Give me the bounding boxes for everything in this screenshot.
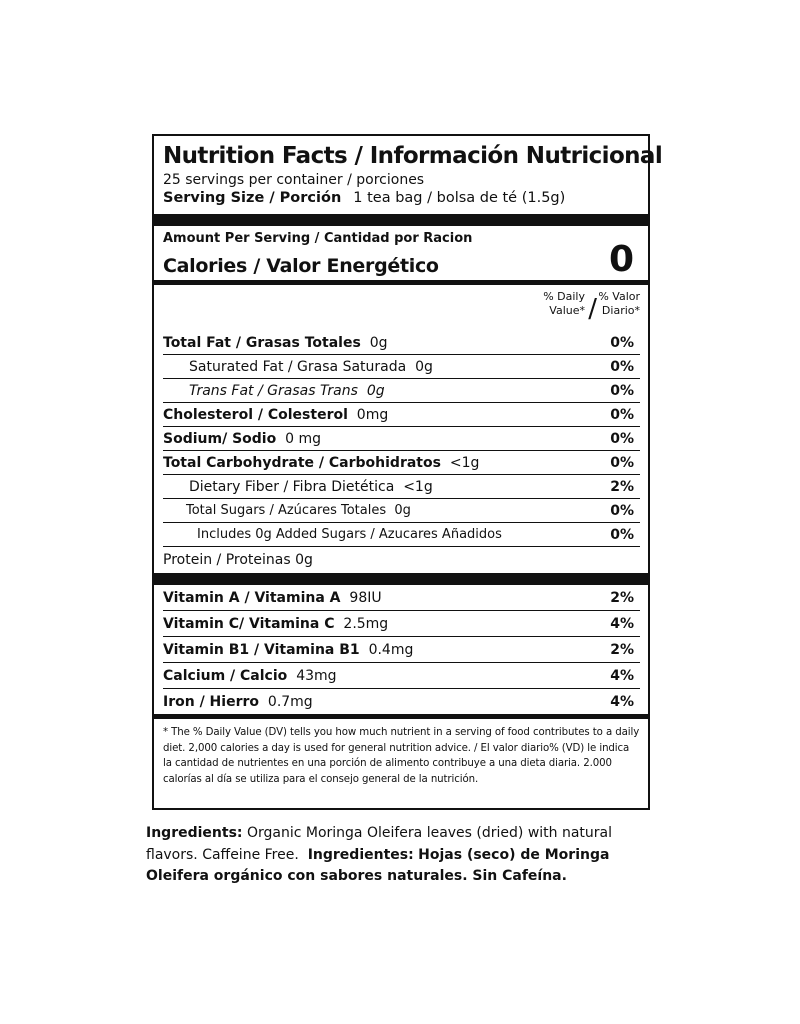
thick-divider: [154, 214, 648, 226]
nutrient-row-sodium: [163, 426, 640, 450]
vitamin-dv: 4%: [610, 693, 634, 710]
nutrient-dv: 0%: [610, 334, 634, 351]
nutrient-name: Dietary Fiber / Fibra Dietética: [189, 478, 395, 495]
vitamin-dv: 2%: [610, 589, 634, 606]
nutrient-amount: 0g: [366, 382, 385, 399]
nutrient-dv: 0%: [610, 526, 634, 543]
nutrient-name: Saturated Fat / Grasa Saturada: [189, 358, 407, 375]
nutrient-dv: 0%: [610, 382, 634, 399]
nutrient-amount: 0g: [295, 552, 313, 569]
serving-size-value: 1 tea bag / bolsa de té (1.5g): [353, 190, 566, 207]
ingredients-text-es: Hojas (seco) de Moringa Oleifera orgánico con sabores naturales. Sin Cafeína.: [146, 846, 610, 885]
ingredients-label-es: Ingredientes:: [307, 846, 414, 863]
amount-per-serving: Amount Per Serving / Cantidad por Racion: [163, 231, 473, 247]
nutrient-row-total-fat: [163, 331, 640, 354]
serving-size-label: Serving Size / Porción: [163, 190, 342, 207]
nutrient-name: Total Fat / Grasas Totales: [163, 334, 361, 351]
vitamin-name: Vitamin C/ Vitamina C: [163, 615, 335, 632]
vitamin-amount: 98IU: [349, 589, 382, 606]
nutrient-dv: 0%: [610, 430, 634, 447]
nutrient-dv: 0%: [610, 406, 634, 423]
daily-value-header-es: % Valor Diario*: [598, 290, 640, 318]
nutrient-dv: 2%: [610, 478, 634, 495]
nutrient-amount: <1g: [449, 454, 480, 471]
vitamin-row: [163, 688, 640, 714]
vitamin-dv: 4%: [610, 667, 634, 684]
nutrient-amount: 0g: [415, 358, 433, 375]
vitamin-name: Calcium / Calcio: [163, 667, 288, 684]
nutrient-amount: <1g: [403, 478, 433, 495]
vitamin-amount: 0.7mg: [267, 693, 313, 710]
ingredients-label-en: Ingredients:: [146, 825, 243, 841]
calories-label: Calories / Valor Energético: [163, 255, 439, 278]
nutrient-name: Cholesterol / Colesterol: [163, 406, 348, 423]
vitamin-dv: 2%: [610, 641, 634, 658]
nutrient-row-dietary-fiber: [163, 474, 640, 498]
nutrient-name: Trans Fat / Grasas Trans: [189, 382, 358, 399]
nutrient-dv: 0%: [610, 358, 634, 375]
vitamin-row: [163, 662, 640, 688]
serving-size: [163, 189, 640, 211]
vitamin-row: [163, 636, 640, 662]
nutrient-row-total-sugars: [163, 498, 640, 522]
nutrient-amount: 0g: [394, 503, 411, 519]
nutrient-row-protein: [163, 546, 640, 573]
vitamin-amount: 43mg: [296, 667, 337, 684]
thick-divider: [154, 573, 648, 585]
nutrient-amount: 0 mg: [285, 430, 321, 447]
vitamin-row: [163, 585, 640, 610]
ingredients-text-en: Organic Moringa Oleifera leaves (dried) with natural flavors. Caffeine Free.: [146, 825, 613, 863]
vitamin-amount: 0.4mg: [368, 641, 414, 658]
nutrient-row-saturated-fat: [163, 354, 640, 378]
servings-per-container: 25 servings per container / porciones: [163, 172, 425, 189]
nutrient-row-total-carbohydrate: [163, 450, 640, 474]
vitamin-amount: 2.5mg: [343, 615, 389, 632]
nutrient-row-cholesterol: [163, 402, 640, 426]
nutrient-name: Sodium/ Sodio: [163, 430, 277, 447]
vitamin-dv: 4%: [610, 615, 634, 632]
nutrition-facts-label: [152, 134, 663, 810]
vitamin-name: Vitamin A / Vitamina A: [163, 589, 341, 606]
nutrient-amount: 0g: [369, 334, 388, 351]
vitamin-name: Iron / Hierro: [163, 693, 259, 710]
nutrient-name: Protein / Proteinas: [163, 552, 291, 569]
calories-value: 0: [608, 239, 634, 281]
vitamin-name: Vitamin B1 / Vitamina B1: [163, 641, 360, 658]
nutrient-name: Total Sugars / Azúcares Totales: [186, 503, 387, 519]
nutrient-amount: 0mg: [356, 406, 389, 423]
daily-value-header-en: % Daily Value*: [543, 290, 585, 318]
nutrient-name: Includes 0g Added Sugars / Azucares Añadidos: [197, 527, 502, 543]
nutrient-dv: 0%: [610, 454, 634, 471]
daily-value-header-slash: /: [588, 294, 597, 325]
nutrient-row-trans-fat: [163, 378, 640, 402]
nutrient-dv: 0%: [610, 502, 634, 519]
daily-value-footnote: * The % Daily Value (DV) tells you how much nutrient in a serving of food contributes to a daily diet. 2,000 calories a day is used for general nutrition advice. / El valor diario% (VD) le indica la cantidad de nutrientes en una porción de alimento contribuye a una dieta diaria. 2.000 calorías al día se utiliza para el consejo general de la nutrición.: [163, 727, 640, 785]
daily-value-header: [163, 285, 640, 331]
nutrient-row-added-sugars: [163, 522, 640, 546]
vitamin-row: [163, 610, 640, 636]
ingredients-statement: [146, 823, 666, 888]
label-title: Nutrition Facts / Información Nutricional: [163, 143, 663, 169]
nutrient-name: Total Carbohydrate / Carbohidratos: [163, 454, 441, 471]
